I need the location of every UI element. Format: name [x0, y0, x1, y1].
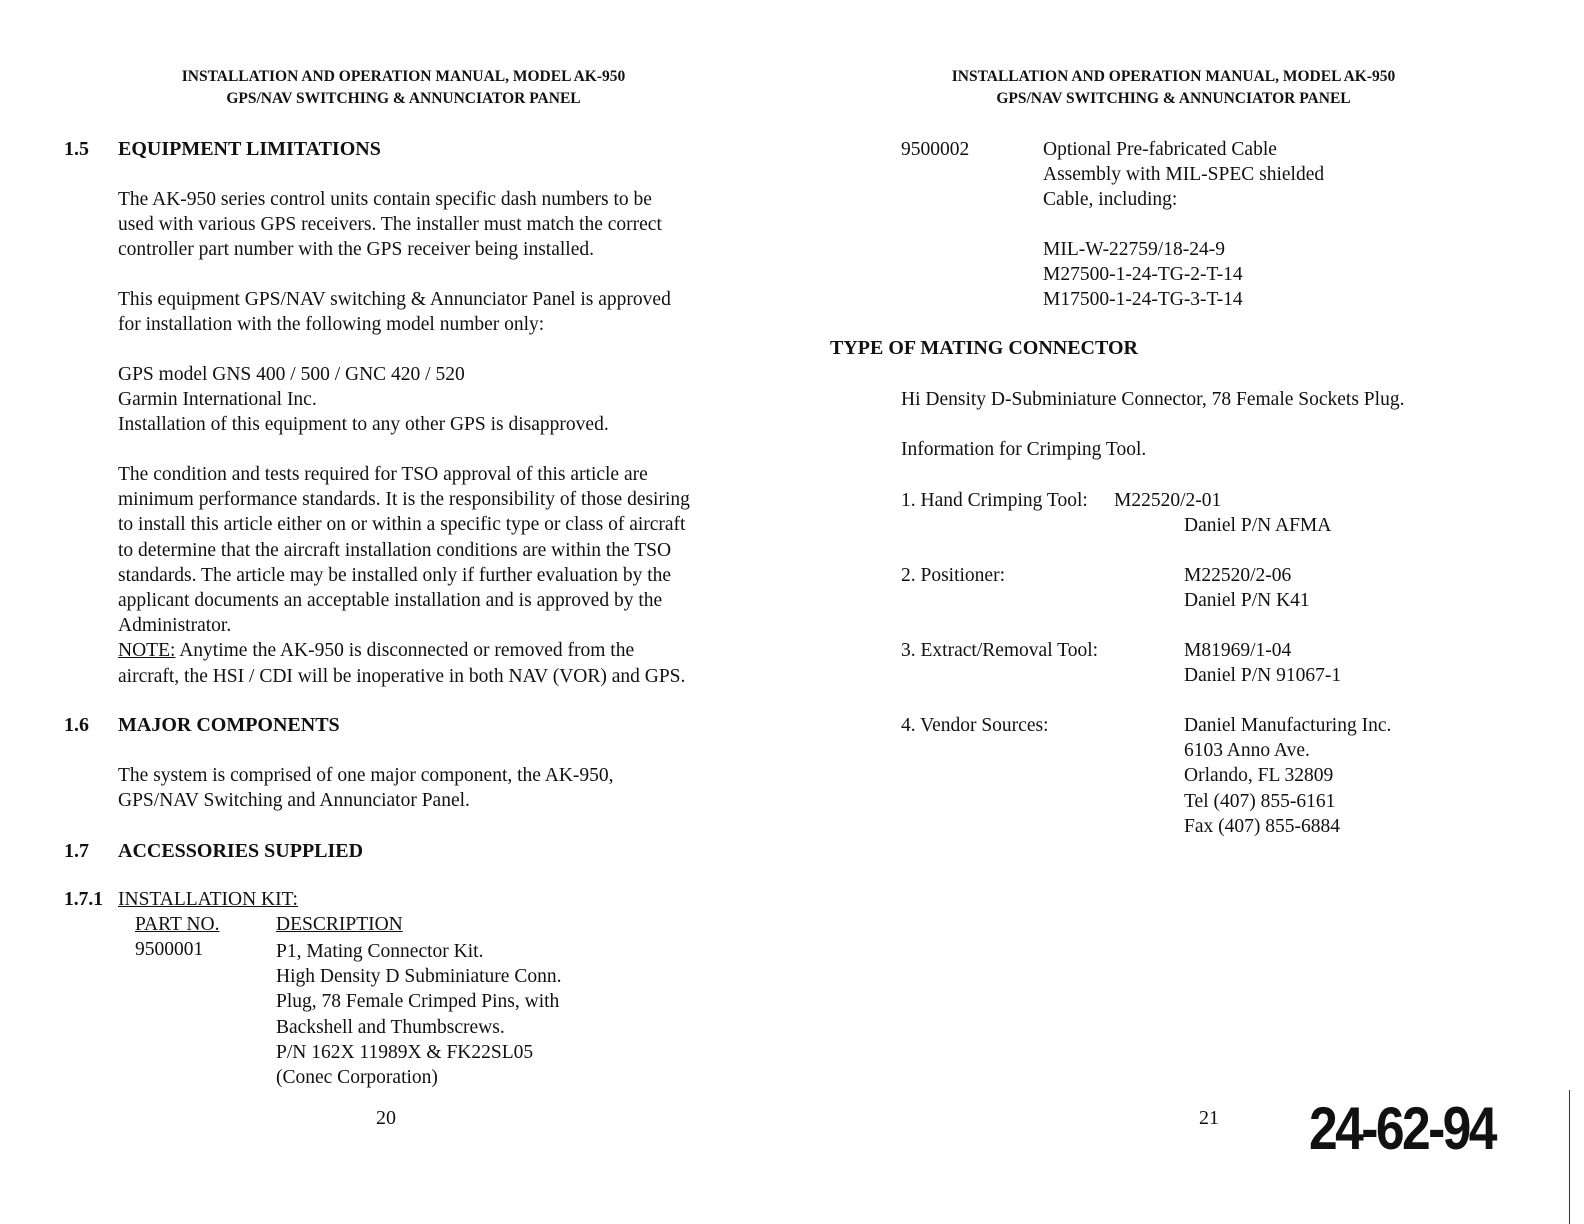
page-header [146, 66, 661, 110]
section-title: MAJOR COMPONENTS [118, 714, 340, 736]
tool-values [1184, 638, 1341, 688]
text-line: P1, Mating Connector Kit. [276, 941, 484, 962]
text-line: (Conec Corporation) [276, 1067, 438, 1089]
text-line: Assembly with MIL-SPEC shielded [1043, 164, 1325, 186]
tool-value: M81969/1-04 [1184, 640, 1292, 661]
paragraph [118, 187, 662, 263]
tool-value: Daniel P/N K41 [1184, 590, 1310, 612]
text-line: to install this article either on or within a specific type or class of aircraft [118, 514, 686, 536]
section-title: EQUIPMENT LIMITATIONS [118, 138, 381, 160]
text-line: Backshell and Thumbscrews. [276, 1016, 505, 1038]
text-line: minimum performance standards. It is the responsibility of those desiring [118, 489, 690, 511]
text-line: aircraft, the HSI / CDI will be inoperative in both NAV (VOR) and GPS. [118, 665, 686, 687]
part-number: 9500001 [135, 939, 204, 960]
text-line: Installation of this equipment to any other GPS is disapproved. [118, 414, 609, 436]
text-line: This equipment GPS/NAV switching & Annunciator Panel is approved [118, 289, 671, 310]
header-line-1: INSTALLATION AND OPERATION MANUAL, MODEL AK-950 [951, 68, 1396, 85]
subsection-number: 1.7.1 [64, 889, 103, 910]
crimping-info: Information for Crimping Tool. [901, 439, 1147, 460]
note-text: Anytime the AK-950 is disconnected or removed from the [175, 640, 635, 662]
cable-spec: M17500-1-24-TG-3-T-14 [1043, 289, 1243, 311]
page-edge-line [1569, 1090, 1570, 1224]
header-line-1: INSTALLATION AND OPERATION MANUAL, MODEL AK-950 [181, 68, 626, 85]
paragraph [118, 763, 614, 813]
tool-value: Daniel P/N 91067-1 [1184, 665, 1342, 687]
paragraph [118, 287, 671, 337]
section-number: 1.5 [64, 138, 89, 160]
text-line: The system is comprised of one major component, the AK-950, [118, 765, 614, 786]
text-line: controller part number with the GPS receiver being installed. [118, 239, 594, 261]
text-line: Plug, 78 Female Crimped Pins, with [276, 991, 560, 1013]
document-number: 24-62-94 [1309, 1095, 1495, 1162]
text-line: P/N 162X 11989X & FK22SL05 [276, 1041, 534, 1063]
note-line [118, 638, 690, 663]
text-line: Administrator. [118, 615, 232, 637]
part-number: 9500002 [901, 139, 970, 160]
tool-label: 4. Vendor Sources: [901, 715, 1049, 736]
text-line: Cable, including: [1043, 189, 1178, 211]
part-description [1043, 137, 1324, 213]
text-line: standards. The article may be installed only if further evaluation by the [118, 564, 672, 586]
cable-spec: M27500-1-24-TG-2-T-14 [1043, 264, 1243, 286]
mating-connector-text: Hi Density D-Subminiature Connector, 78 Female Sockets Plug. [901, 389, 1405, 410]
tool-value: M22520/2-01 [1114, 490, 1222, 511]
page-number: 21 [1199, 1107, 1219, 1129]
tool-label: 2. Positioner: [901, 565, 1006, 586]
header-line-2: GPS/NAV SWITCHING & ANNUNCIATOR PANEL [226, 90, 581, 107]
page-header [916, 66, 1431, 110]
note-label: NOTE: [118, 640, 176, 662]
paragraph [118, 362, 609, 438]
text-line: High Density D Subminiature Conn. [276, 966, 562, 988]
tool-value: Daniel P/N AFMA [1184, 515, 1332, 536]
paragraph [118, 462, 690, 689]
text-line: Garmin International Inc. [118, 389, 317, 411]
text-line: Optional Pre-fabricated Cable [1043, 139, 1277, 160]
header-line-2: GPS/NAV SWITCHING & ANNUNCIATOR PANEL [996, 90, 1351, 107]
tool-label: 3. Extract/Removal Tool: [901, 640, 1099, 661]
text-line: applicant documents an acceptable installation and is approved by the [118, 590, 663, 612]
cable-spec-list [1043, 237, 1243, 313]
vendor-line: 6103 Anno Ave. [1184, 740, 1310, 762]
vendor-line: Orlando, FL 32809 [1184, 765, 1334, 787]
right-page [792, 0, 1584, 1224]
text-line: GPS/NAV Switching and Annunciator Panel. [118, 790, 470, 812]
text-line: The AK-950 series control units contain specific dash numbers to be [118, 189, 652, 210]
text-line: The condition and tests required for TSO approval of this article are [118, 464, 648, 485]
text-line: for installation with the following model number only: [118, 314, 545, 336]
text-line: used with various GPS receivers. The installer must match the correct [118, 214, 662, 236]
text-line: to determine that the aircraft installation conditions are within the TSO [118, 539, 672, 561]
section-title: ACCESSORIES SUPPLIED [118, 840, 364, 862]
section-title: TYPE OF MATING CONNECTOR [830, 337, 1138, 359]
text-line: GPS model GNS 400 / 500 / GNC 420 / 520 [118, 364, 465, 385]
tool-label: 1. Hand Crimping Tool: [901, 490, 1088, 511]
section-number: 1.6 [64, 714, 89, 736]
part-description [276, 939, 561, 1090]
column-header-part-no: PART NO. [135, 914, 220, 935]
cable-spec: MIL-W-22759/18-24-9 [1043, 239, 1225, 260]
vendor-line: Tel (407) 855-6161 [1184, 790, 1336, 812]
section-number: 1.7 [64, 840, 89, 862]
column-header-description: DESCRIPTION [276, 914, 403, 935]
vendor-address [1184, 713, 1391, 839]
page-number: 20 [376, 1107, 396, 1129]
vendor-line: Daniel Manufacturing Inc. [1184, 715, 1392, 736]
tool-values [1184, 563, 1310, 613]
tool-value: M22520/2-06 [1184, 565, 1292, 586]
subsection-title: INSTALLATION KIT: [118, 889, 298, 910]
vendor-line: Fax (407) 855-6884 [1184, 815, 1340, 837]
